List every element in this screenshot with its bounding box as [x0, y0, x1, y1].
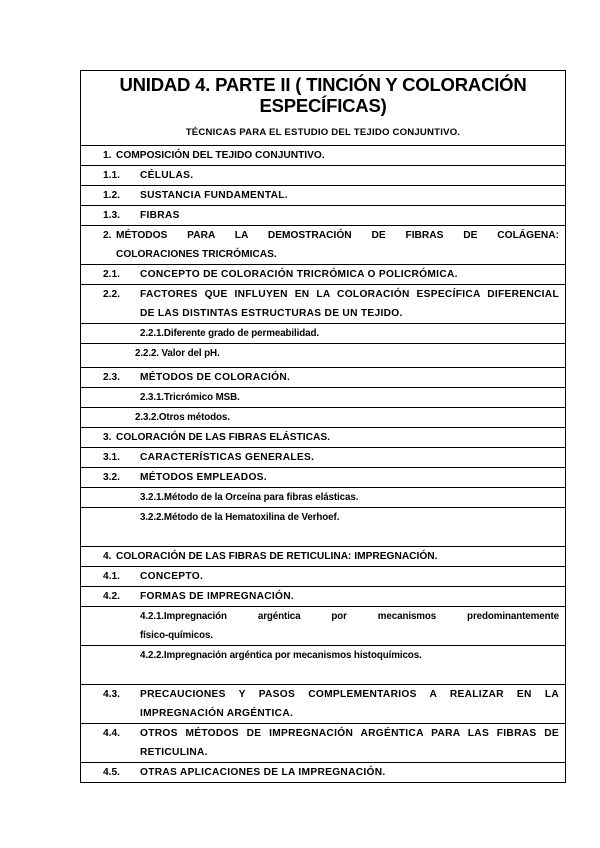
- entry-text-line-1: OTROS MÉTODOS DE IMPREGNACIÓN ARGÉNTICA PARA LAS FIBRAS DE: [140, 728, 559, 739]
- toc-entry: [81, 646, 565, 665]
- entry-text: [116, 226, 559, 264]
- entry-text: COLORACIÓN DE LAS FIBRAS DE RETICULINA: IMPREGNACIÓN.: [116, 551, 438, 562]
- toc-entry: [81, 146, 565, 165]
- toc-entry: [81, 186, 565, 205]
- entry-text: 3.2.2.Método de la Hematoxilina de Verhoef.: [140, 512, 340, 523]
- entry-text: 2.3.2.Otros métodos.: [135, 412, 230, 423]
- toc-row-1-1: [81, 166, 566, 186]
- toc-entry: [81, 607, 565, 645]
- toc-entry: [81, 547, 565, 566]
- entry-text: [140, 724, 559, 762]
- page-title: [89, 74, 557, 116]
- entry-text-line-1: 4.2.1.Impregnación argéntica por mecanismos predominantemente: [140, 611, 559, 622]
- toc-entry: [81, 285, 565, 323]
- entry-text-line-1: MÉTODOS PARA LA DEMOSTRACIÓN DE FIBRAS DE COLÁGENA:: [116, 230, 559, 241]
- toc-entry: [81, 685, 565, 723]
- entry-text-line-2: IMPREGNACIÓN ARGÉNTICA.: [140, 708, 294, 719]
- toc-entry: [81, 763, 565, 782]
- toc-row-2-2: [81, 285, 566, 324]
- toc-row-1-2: [81, 186, 566, 206]
- row-gap: [81, 527, 565, 546]
- entry-text: 4.2.2.Impregnación argéntica por mecanismos histoquímicos.: [140, 650, 422, 661]
- entry-number: 3.: [103, 432, 112, 443]
- entry-text: CONCEPTO DE COLORACIÓN TRICRÓMICA O POLICRÓMICA.: [140, 269, 458, 280]
- toc-entry: [81, 724, 565, 762]
- entry-text: MÉTODOS EMPLEADOS.: [140, 472, 267, 483]
- entry-text: 2.2.2. Valor del pH.: [135, 348, 220, 359]
- toc-entry: [81, 265, 565, 284]
- toc-entry: [81, 428, 565, 447]
- toc-entry: [81, 448, 565, 467]
- toc-row-3-2: [81, 468, 566, 488]
- entry-text: FORMAS DE IMPREGNACIÓN.: [140, 591, 295, 602]
- toc-row-2-2-1: [81, 324, 566, 344]
- entry-text: CARACTERÍSTICAS GENERALES.: [140, 452, 315, 463]
- toc-row-2: [81, 226, 566, 265]
- entry-number: 4.5.: [103, 767, 120, 778]
- toc-row-4-1: [81, 567, 566, 587]
- entry-number: 2.: [103, 230, 112, 241]
- entry-text: [140, 685, 559, 723]
- toc-entry: [81, 368, 565, 387]
- toc-row-4-2-1: [81, 607, 566, 646]
- row-gap: [81, 363, 565, 367]
- header-cell: [81, 71, 566, 146]
- entry-text: CÉLULAS.: [140, 170, 194, 181]
- toc-row-4-3: [81, 685, 566, 724]
- entry-number: 1.1.: [103, 170, 120, 181]
- toc-row-2-1: [81, 265, 566, 285]
- toc-row-2-3-1: [81, 388, 566, 408]
- entry-number: 4.2.: [103, 591, 120, 602]
- toc-entry: [81, 166, 565, 185]
- toc-row-1-3: [81, 206, 566, 226]
- toc-row-4-4: [81, 724, 566, 763]
- toc-row-3-1: [81, 448, 566, 468]
- toc-row-2-2-2: [81, 344, 566, 368]
- entry-number: 4.: [103, 551, 112, 562]
- entry-number: 3.2.: [103, 472, 120, 483]
- entry-text: COMPOSICIÓN DEL TEJIDO CONJUNTIVO.: [116, 150, 325, 161]
- toc-row-3-2-2: [81, 508, 566, 547]
- toc-row-3-2-1: [81, 488, 566, 508]
- entry-number: 4.3.: [103, 689, 120, 700]
- entry-text-line-2: RETICULINA.: [140, 747, 208, 758]
- page-subtitle: TÉCNICAS PARA EL ESTUDIO DEL TEJIDO CONJUNTIVO.: [185, 127, 461, 138]
- toc-row-4: [81, 547, 566, 567]
- entry-text: MÉTODOS DE COLORACIÓN.: [140, 372, 291, 383]
- toc-entry: [81, 508, 565, 527]
- entry-number: 2.2.: [103, 289, 120, 300]
- toc-entry: [81, 587, 565, 606]
- entry-text: COLORACIÓN DE LAS FIBRAS ELÁSTICAS.: [116, 432, 330, 443]
- entry-text-line-2: DE LAS DISTINTAS ESTRUCTURAS DE UN TEJIDO.: [140, 308, 403, 319]
- entry-text: CONCEPTO.: [140, 571, 204, 582]
- header-row: [81, 71, 566, 146]
- entry-number: 4.4.: [103, 728, 120, 739]
- toc-entry: [81, 567, 565, 586]
- entry-text-line-1: PRECAUCIONES Y PASOS COMPLEMENTARIOS A REALIZAR EN LA: [140, 689, 559, 700]
- toc-entry: [81, 206, 565, 225]
- entry-text: OTRAS APLICACIONES DE LA IMPREGNACIÓN.: [140, 767, 386, 778]
- toc-entry: [81, 226, 565, 264]
- table-of-contents: [80, 70, 566, 783]
- entry-number: 1.: [103, 150, 112, 161]
- toc-row-4-2-2: [81, 646, 566, 685]
- entry-number: 3.1.: [103, 452, 120, 463]
- title-line-1: UNIDAD 4. PARTE II ( TINCIÓN Y COLORACIÓN: [119, 74, 527, 95]
- entry-text: 2.2.1.Diferente grado de permeabilidad.: [140, 328, 320, 339]
- toc-entry: [81, 488, 565, 507]
- entry-text: FIBRAS: [140, 210, 180, 221]
- entry-text: [140, 285, 559, 323]
- entry-number: 2.3.: [103, 372, 120, 383]
- toc-entry: [81, 468, 565, 487]
- entry-number: 4.1.: [103, 571, 120, 582]
- entry-number: 1.2.: [103, 190, 120, 201]
- toc-row-2-3: [81, 368, 566, 388]
- toc-row-1: [81, 146, 566, 166]
- title-line-2: ESPECÍFICAS): [259, 95, 387, 116]
- entry-text: SUSTANCIA FUNDAMENTAL.: [140, 190, 288, 201]
- entry-text-line-2: COLORACIONES TRICRÓMICAS.: [116, 249, 277, 260]
- entry-text: 2.3.1.Tricrómico MSB.: [140, 392, 240, 403]
- toc-row-3: [81, 428, 566, 448]
- toc-row-2-3-2: [81, 408, 566, 428]
- toc-entry: [81, 388, 565, 407]
- toc-entry: [81, 344, 565, 363]
- toc-entry: [81, 324, 565, 343]
- entry-number: 1.3.: [103, 210, 120, 221]
- row-gap: [81, 665, 565, 684]
- entry-text-line-2: físico-químicos.: [140, 630, 213, 641]
- toc-entry: [81, 408, 565, 427]
- entry-text-line-1: FACTORES QUE INFLUYEN EN LA COLORACIÓN ESPECÍFICA DIFERENCIAL: [140, 289, 559, 300]
- toc-row-4-5: [81, 763, 566, 783]
- entry-text: 3.2.1.Método de la Orceína para fibras elásticas.: [140, 492, 359, 503]
- toc-row-4-2: [81, 587, 566, 607]
- entry-number: 2.1.: [103, 269, 120, 280]
